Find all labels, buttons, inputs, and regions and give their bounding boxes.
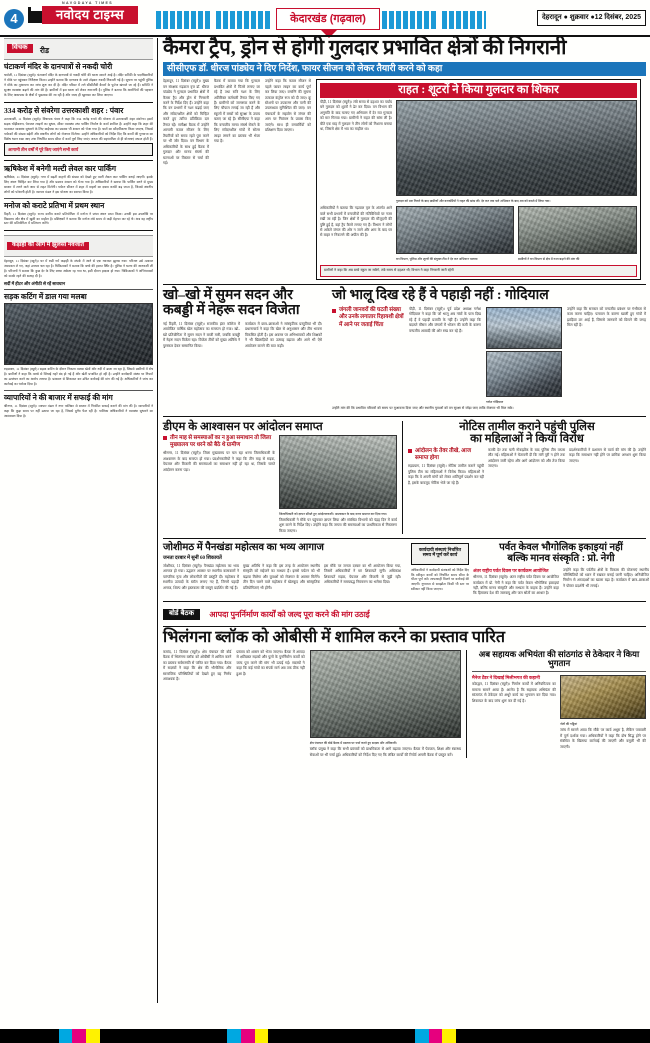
notice-story[interactable] xyxy=(408,421,646,535)
sidebar-article-headline: मनोज को कराटे प्रतिभा में प्रथम स्थान xyxy=(4,200,105,210)
sidebar-article-body: चमोली, 11 दिसंबर (ब्यूरो)। घंटाकर्ण मंदिर के दानपात्रों से नकदी चोरी की घटना सामने आई है। मंदिर समिति के पदाधिकारियों ने मौके पर पहुंचकर निरीक्षण किया। उन्होंने बताया कि दानपात्र के ताले तोड़कर नकदी निकाली गई है। सूचना पर पहुंची पुलिस ने मौके का मुआयना कर जांच शुरू कर दी है। मंदिर परिसर में लगे सीसीटीवी कैमरों के फुटेज खंगाले जा रहे हैं। समिति ने सुरक्षा व्यवस्था बढ़ाने की मांग की है। ग्रामीणों में इस घटना को लेकर नाराजगी है। पुलिस ने बताया कि आरोपियों की पहचान के लिए आसपास के क्षेत्रों में पूछताछ की जा रही है और जल्द ही खुलासा कर लिया जाएगा। xyxy=(4,73,153,97)
relief-sub-photo xyxy=(396,206,514,254)
cmyk-swatch xyxy=(456,1029,650,1043)
cmyk-swatch xyxy=(59,1029,73,1043)
relief-photo xyxy=(396,100,637,196)
sidebar-article-body: उत्तरकाशी, 11 दिसंबर (ब्यूरो)। विधायक पंवार ने कहा कि 334 करोड़ रुपये की योजना से उत्तरकाशी शहर संवरेगा। इसमें सड़क चौड़ीकरण, पेयजल लाइनों का सुधार, सीवर व्यवस्था तथा पार्किंग निर्माण के कार्य शामिल हैं। उन्होंने कहा कि शहर की यातायात व्यवस्था सुधारने के लिए बाईपास का प्रस्ताव भी शासन को भेजा गया है। घाटों का सौंदर्यीकरण किया जाएगा, जिससे पर्यटकों की संख्या बढ़ेगी और स्थानीय लोगों को रोजगार मिलेगा। उन्होंने अधिकारियों को निर्देश दिए कि कार्यों की गुणवत्ता का विशेष ध्यान रखा जाए तथा निर्धारित समय सीमा में कार्य पूर्ण किए जाएं। जनता की सहभागिता से ही योजनाएं सफल होती हैं। xyxy=(4,116,153,141)
godiyal-body-tail: उन्होंने मांग की कि प्रभावित परिवारों को समय पर मुआवजा दिया जाए और स्थानीय युवाओं को वन सुरक्षा से जोड़ा जाए ताकि रोजगार भी मिल सके। xyxy=(332,406,514,411)
relief-story-box[interactable] xyxy=(316,79,641,280)
dm-story[interactable] xyxy=(163,421,397,535)
relief-box-lead: पौड़ी, 11 दिसंबर (ब्यूरो)। लंबे समय से दहशत का पर्याय बने गुलदार को शूटरों ने ढेर कर दिया। वन विभाग की अनुमति के बाद चलाए गए अभियान में देर रात गुलदार को मार गिराया गया। ग्रामीणों ने राहत की सांस ली है। बीते एक माह में गुलदार ने तीन लोगों को निशाना बनाया था, जिससे क्षेत्र में भय का माहौल था। xyxy=(320,99,392,132)
dm-headline: डीएम के आश्वासन पर आंदोलन समाप्त xyxy=(163,420,323,433)
khokho-body-column: कार्यक्रम में छात्र–छात्राओं ने सांस्कृतिक प्रस्तुतियां भी दीं। प्रधानाचार्य ने कहा कि खेल से अनुशासन और टीम भावना विकसित होती है। इस अवसर पर अभिभावकों और शिक्षकों ने भी खिलाड़ियों का उत्साह बढ़ाया और आगे भी ऐसे आयोजन कराने की बात कही। xyxy=(245,321,322,348)
cmyk-swatch xyxy=(227,1029,241,1043)
notice-headline-line2: का महिलाओं ने किया विरोध xyxy=(470,432,584,445)
parvat-headline-line1: पर्वत केवल भौगोलिक इकाइयां नहीं xyxy=(499,542,623,554)
page-number-badge: 4 xyxy=(4,9,24,29)
cmyk-swatch xyxy=(442,1029,456,1043)
godiyal-body-column: पौड़ी, 11 दिसंबर (ब्यूरो)। पूर्व प्रदेश अध्यक्ष गणेश गोदियाल ने कहा कि जो भालू अब गांवों के पास दिख रहे हैं वे पहाड़ी प्रजाति के नहीं हैं। उन्होंने कहा कि बदलते मौसम और जंगलों में भोजन की कमी के कारण वन्यजीव आबादी की ओर रुख कर रहे हैं। xyxy=(409,307,481,333)
joshimath-note-title: कार्यदायी संस्थाएं निर्धारित समय में पूर्ण करें कार्य xyxy=(418,546,462,558)
joshimath-parvat-row xyxy=(163,542,649,597)
cmyk-swatch xyxy=(72,1029,86,1043)
bhilangana-photo xyxy=(310,650,461,738)
sidebar-photo xyxy=(4,303,153,365)
board-meeting-chip-row xyxy=(163,606,646,627)
sidebar-section-header xyxy=(4,38,153,60)
cmyk-swatch xyxy=(241,1029,255,1043)
godiyal-photo-landscape xyxy=(486,307,562,349)
logo-kicker: NAVODAYA TIMES xyxy=(62,1,114,5)
khokho-headline: खो–खो में सुमन सदन और कबड्डी में नेहरू सदन विजेता xyxy=(163,288,300,319)
decorative-bars-right xyxy=(382,11,486,29)
dm-photo-caption: जिलाधिकारी को ज्ञापन सौंपते हुए आंदोलनकारी। आश्वासन के बाद धरना समाप्त कर दिया गया। xyxy=(279,511,388,516)
sidebar-article-body: रुद्रप्रयाग, 11 दिसंबर (ब्यूरो)। सड़क कटिंग के दौरान निकला मलबा खेतों और नदी में डाला जा रहा है, जिससे ग्रामीणों में रोष है। ग्रामीणों ने कहा कि मलबे से सिंचाई नहरें बंद हो गई हैं और खेती प्रभावित हो रही है। उन्होंने कार्यदायी संस्था पर नियमों का उल्लंघन करने का आरोप लगाया है। प्रशासन से शिकायत कर उचित कार्रवाई की मांग की गई है। अधिकारियों ने जांच कर कार्रवाई का भरोसा दिया है। xyxy=(4,367,153,387)
parvat-body-column: उन्होंने कहा कि पर्वतीय क्षेत्रों के विकास की योजनाएं स्थानीय परिस्थितियों को ध्यान में रखकर बनाई जानी चाहिए। अनियोजित निर्माण से आपदाओं का खतरा बढ़ा है। कार्यक्रम में छात्र–छात्राओं ने पोस्टर प्रदर्शनी भी लगाई। xyxy=(563,567,649,588)
tender-subheadline: मैनेज टेंडर ने दिखाई मिलीभगत की कहानी xyxy=(471,674,540,680)
relief-sub-photo xyxy=(518,206,637,254)
cmyk-swatch xyxy=(415,1029,429,1043)
main-column xyxy=(158,38,650,1003)
sidebar-article-headline: सड़क कटिंग में डाल गया मलबा xyxy=(4,292,87,302)
godiyal-headline: जो भालू दिख रहे हैं वे पहाड़ी नहीं : गोदियाल xyxy=(332,288,549,304)
mid-row xyxy=(163,289,646,411)
sidebar-article-headline: ऋषिकेश में बनेगी मल्टी लेवल कार पार्किंग xyxy=(4,163,116,173)
sidebar-section-suffix: रीड xyxy=(39,46,50,55)
sidebar-article[interactable] xyxy=(4,293,153,387)
sidebar-article[interactable] xyxy=(4,235,153,286)
lead-headline: कैमरा ट्रैप, ड्रोन से होगी गुलदार प्रभावित क्षेत्रों की निगरानी xyxy=(163,37,567,59)
bhilangana-headline: भिलंगना ब्लॉक को ओबीसी में शामिल करने का प्रस्ताव पारित xyxy=(163,628,505,646)
relief-sub-caption: ग्रामीणों ने वन विभाग से क्षेत्र में गश्त बढ़ाने की मांग की xyxy=(518,257,580,262)
edition-tab-label: केदारखंड (गढ़वाल) xyxy=(290,13,366,25)
lead-body-column: बैठक में बताया गया कि गुलदार प्रभावित क्षेत्रों में पिंजरे लगाए जा रहे हैं तथा रात्रि गश्त के लिए अतिरिक्त कर्मचारी तैनात किए गए हैं। ग्रामीणों को जागरूक करने के लिए चौपाल लगाई जा रही हैं और स्कूलों में बच्चों को सुरक्षा के उपाय बताए जा रहे हैं। सीसीएफ ने कहा कि वन्यजीव मानव संघर्ष रोकने के लिए संवेदनशील गांवों में सोलर लाइट लगाने का प्रस्ताव भी भेजा गया है। xyxy=(214,79,260,144)
lead-story[interactable] xyxy=(163,38,646,280)
joshimath-note-box xyxy=(411,543,469,564)
sidebar-article-body: श्रीनगर, 11 दिसंबर (ब्यूरो)। व्यापार मंडल ने नगर पालिका से बाजार में नियमित सफाई कराने की मांग की है। व्यापारियों ने कहा कि कूड़ा समय पर नहीं उठाया जा रहा है, जिससे दुर्गंध फैल रही है। पालिका अधिकारियों ने व्यवस्था सुधारने का आश्वासन दिया है। xyxy=(4,404,153,419)
cmyk-swatch xyxy=(0,1029,59,1043)
godiyal-photo-caption: गणेश गोदियाल xyxy=(486,400,504,405)
parvat-body-column: श्रीनगर, 11 दिसंबर (ब्यूरो)। अंतर राष्ट्रीय पर्वत दिवस पर आयोजित कार्यक्रम में प्रो. नेगी ने कहा कि पर्वत केवल भौगोलिक इकाइयां नहीं, बल्कि मानव संस्कृति और सभ्यता के वाहक हैं। उन्होंने कहा कि हिमालय देश की जलवायु और जल स्रोतों का आधार है। xyxy=(473,575,559,596)
godiyal-bullet: जंगली जानवरों की घटती संख्या और उनके लगातार रिहायशी क्षेत्रों में आने पर जताई चिंता xyxy=(332,307,404,329)
sidebar-article-note: आगामी तीन वर्षों में पूरे किए जाएंगे सभी कार्य xyxy=(8,146,79,152)
tender-photo xyxy=(560,675,646,719)
lead-body-column: उन्होंने कहा कि फायर सीजन से पहले फायर लाइन का कार्य पूर्ण कर लिया जाए। वनाग्नि की सूचना तत्काल कंट्रोल रूम को दी जाए। क्रू स्टेशनों पर उपकरण और पानी की उपलब्धता सुनिश्चित की जाए। वन पंचायतों के सहयोग से जंगल की आग पर नियंत्रण के प्रयास किए जाएंगे। साथ ही वनकर्मियों को प्रशिक्षण दिया जाएगा। xyxy=(265,79,311,133)
parvat-story[interactable] xyxy=(411,543,649,597)
relief-sub-caption: वन विभाग, पुलिस और शूटरों की संयुक्त टीम ने देर रात अभियान चलाया xyxy=(396,257,478,262)
cmyk-swatch xyxy=(86,1029,100,1043)
sidebar-section-chip: विचक xyxy=(7,44,33,53)
sidebar-article-body: ऋषिकेश, 11 दिसंबर (ब्यूरो)। नगर में बढ़ती वाहनों की संख्या को देखते हुए मल्टी लेवल कार पार्किंग बनाई जाएगी। इसके लिए स्थान चिन्हित कर लिया गया है और प्रस्ताव शासन को भेजा गया है। अधिकारियों ने बताया कि पार्किंग बनने से मुख्य बाजार में लगने वाले जाम से राहत मिलेगी। पर्यटन सीजन में शहर में वाहनों का दबाव काफी बढ़ जाता है, जिससे स्थानीय लोगों को परेशानी होती है। व्यापार मंडल ने इस योजना का स्वागत किया है। xyxy=(4,174,153,194)
sidebar-article-body: देहरादून, 11 दिसंबर (ब्यूरो)। घर में रखी गर्म कड़ाही के संपर्क में आने से एक नवजात झुलस गया। परिजन उसे तत्काल अस्पताल ले गए, जहां उपचार चल रहा है। चिकित्सकों ने बताया कि बच्चे की हालत स्थिर है। पुलिस ने घटना की जानकारी ली है। परिजनों ने बताया कि कुछ देर के लिए बच्चा अकेला रह गया था, इसी दौरान हादसा हो गया। चिकित्सकों ने अभिभावकों को सतर्क रहने की सलाह दी है। xyxy=(4,259,153,279)
sidebar-article[interactable] xyxy=(4,165,153,195)
sidebar-article-note-box xyxy=(4,143,153,155)
tender-headline: अब सहायक अभियंता की सांठगांठ से ठेकेदार ने किया भुगतान xyxy=(478,648,640,668)
dm-notice-row xyxy=(163,421,646,535)
notice-body-column: रुद्रप्रयाग, 11 दिसंबर (ब्यूरो)। नोटिस तामील कराने पहुंची पुलिस टीम का महिलाओं ने विरोध किया। महिलाओं ने कहा कि वे अपनी मांगों को लेकर शांतिपूर्ण प्रदर्शन कर रही हैं, इसके बावजूद नोटिस भेजे जा रहे हैं। xyxy=(408,464,484,485)
tender-photo-caption: नोटों की गड्डियां xyxy=(559,721,578,726)
godiyal-body-column: उन्होंने कहा कि सरकार को वन्यजीव प्रबंधन पर गंभीरता से काम करना चाहिए। पलायन के कारण खाली हुए गांवों में झाड़ियां उग आई हैं, जिससे जानवरों को छिपने की जगह मिल रही है। xyxy=(567,307,646,328)
sidebar-article-note: सर्दी में हीटर और अंगीठी से रहें सावधान xyxy=(4,281,66,287)
sidebar-subsection-header xyxy=(4,235,153,257)
sidebar-article[interactable] xyxy=(4,107,153,156)
sidebar-article-headline: घंटाकर्ण मंदिर के दानपात्रों से नकदी चोरी xyxy=(4,62,113,71)
bhilangana-photo-caption: क्षेत्र पंचायत की बोर्ड बैठक में प्रस्ताव पर चर्चा करते हुए सदस्य और अधिकारी। xyxy=(309,740,398,745)
relief-box-title: राहत : शूटरों ने किया गुलदार का शिकार xyxy=(320,83,637,98)
board-meeting-chip: बोर्ड बैठक xyxy=(163,609,200,620)
dm-body-column: श्रीनगर, 11 दिसंबर (ब्यूरो)। जिला मुख्यालय पर चल रहा धरना जिलाधिकारी के आश्वासन के बाद समाप्त हो गया। प्रदर्शनकारियों ने कहा कि तीन माह से सड़क, पेयजल और बिजली की समस्याओं का समाधान नहीं हो रहा था, जिसके चलते आंदोलन करना पड़ा। xyxy=(163,451,275,472)
parvat-subheadline: अंतर राष्ट्रीय पर्वत दिवस पर कार्यक्रम आयोजित xyxy=(473,567,549,573)
relief-strip xyxy=(320,265,637,277)
bhilangana-body-column: प्रस्ताव को शासन को भेजा जाएगा। बैठक में आपदा से क्षतिग्रस्त सड़कों और पुलों के पुनर्निर्माण कार्यों को जल्द पूरा करने की मांग भी उठाई गई। सदस्यों ने कहा कि कई गांवों का संपर्क मार्ग अब तक ठीक नहीं हुआ है। xyxy=(236,649,305,676)
joshimath-body-column: मुख्य अतिथि ने कहा कि इस तरह के आयोजन स्थानीय संस्कृति को सहेजने का माध्यम हैं। इससे पर्यटन को भी बढ़ावा मिलेगा और युवाओं को रोजगार के अवसर मिलेंगे। तीन दिन चलने वाले महोत्सव में खेलकूद और सांस्कृतिक प्रतियोगिताएं भी होंगी। xyxy=(243,563,320,590)
khokho-story[interactable] xyxy=(163,289,322,411)
bhilangana-story[interactable] xyxy=(163,630,646,758)
logo-name: नवोदय टाइम्स xyxy=(42,6,138,24)
tender-body-column: कोटद्वार, 11 दिसंबर (ब्यूरो)। निर्माण कार्यों में अनियमितता का मामला सामने आया है। आरोप है कि सहायक अभियंता की सांठगांठ से ठेकेदार को अधूरे कार्य का भुगतान कर दिया गया। शिकायत के बाद जांच शुरू कर दी गई है। xyxy=(471,682,556,703)
decorative-bars-left xyxy=(156,11,274,29)
relief-strip-text: ग्रामीणों ने कहा कि अब बच्चे स्कूल जा सकेंगे, लंबे समय से दहशत थी; विभाग ने कहा निगरानी जारी रहेगी xyxy=(324,268,454,273)
sidebar-article-headline: 334 करोड़ से संवरेगा उत्तरकाशी शहर : पंवार xyxy=(4,105,124,115)
khokho-body-column: नई टिहरी, 11 दिसंबर (ब्यूरो)। राजकीय इंटर कॉलेज में आयोजित वार्षिक खेल महोत्सव का समापन हो गया। खो–खो प्रतियोगिता में सुमन सदन ने बाजी मारी, जबकि कबड्डी में नेहरू सदन विजेता रहा। विजेता टीमों को मुख्य अतिथि ने पुरस्कार देकर सम्मानित किया। xyxy=(163,321,240,348)
cmyk-registration-strip xyxy=(0,1029,650,1043)
joshimath-body-column: इस मौके पर जनता दरबार का भी आयोजन किया गया, जिसमें अधिकारियों ने 60 शिकायतें सुनीं। अधिकांश शिकायतें सड़क, पेयजल और बिजली से जुड़ी रहीं। अधिकारियों ने समयबद्ध निस्तारण का भरोसा दिया। xyxy=(324,563,401,585)
dm-bullet: तीन माह से समस्याओं का न हुआ समाधान तो जिला मुख्यालय पर धरने को बैठे थे ग्रामीण xyxy=(163,435,275,450)
cmyk-swatch xyxy=(255,1029,269,1043)
joshimath-subheadline: जनता दरबार में सुनीं 60 शिकायतें xyxy=(163,555,222,561)
sidebar-column xyxy=(0,38,158,1003)
cmyk-swatch xyxy=(429,1029,443,1043)
godiyal-photo-portrait xyxy=(486,351,562,397)
board-meeting-note: आपदा पुनर्निर्माण कार्यों को जल्द पूरा करने की मांग उठाई xyxy=(209,610,370,620)
parvat-headline-line2: बल्कि मानव संस्कृति : प्रो. नेगी xyxy=(507,552,615,564)
cmyk-swatch xyxy=(268,1029,415,1043)
tender-body-column: जांच में सामने आया कि मौके पर कार्य अधूरा है, लेकिन पत्रावली में पूर्ण दर्शाया गया। अधिकारियों ने कहा कि दोष सिद्ध होने पर संबंधित के खिलाफ कार्रवाई की जाएगी और वसूली भी की जाएगी। xyxy=(559,728,646,749)
cmyk-swatch xyxy=(100,1029,227,1043)
dateline: देहरादून ● शुक्रवार ●12 दिसंबर, 2025 xyxy=(537,10,646,26)
edition-tab[interactable] xyxy=(276,8,380,30)
dm-body-column: जिलाधिकारी ने मौके पर पहुंचकर ज्ञापन लिया और संबंधित विभागों को पंद्रह दिन में कार्य शुरू करने के निर्देश दिए। उन्होंने कहा कि जनता की समस्याओं का प्राथमिकता से निस्तारण किया जाएगा। xyxy=(279,518,397,533)
joshimath-story[interactable] xyxy=(163,543,401,597)
notice-bullet: आंदोलन के तेवर तीखे, आज समाप्त होगा xyxy=(408,448,484,463)
bhilangana-body-column: कमांद, 11 दिसंबर (ब्यूरो)। क्षेत्र पंचायत की बोर्ड बैठक में भिलंगना ब्लॉक को ओबीसी में शामिल करने का प्रस्ताव सर्वसम्मति से पारित कर दिया गया। बैठक में सदस्यों ने कहा कि क्षेत्र की भौगोलिक और सामाजिक परिस्थितियों को देखते हुए यह निर्णय आवश्यक है। xyxy=(163,649,232,682)
joshimath-note-body: अधिकारियों ने कार्यदायी संस्थाओं को निर्देश दिए कि स्वीकृत कार्यों को निर्धारित समय सीमा के भीतर पूर्ण करें। लापरवाही मिलने पर कार्रवाई की जाएगी। गुणवत्ता से समझौता किसी भी स्तर पर स्वीकार नहीं किया जाएगा। xyxy=(411,567,469,592)
joshimath-body-column: जोशीमठ, 11 दिसंबर (ब्यूरो)। पैनखंडा महोत्सव का भव्य आगाज हो गया। उद्घाटन अवसर पर स्थानीय कलाकारों ने पारंपरिक नृत्य और लोकगीतों की प्रस्तुति दी। महोत्सव में स्थानीय उत्पादों के स्टॉल लगाए गए हैं, जिनमें पहाड़ी अनाज, शिल्प और हस्तकला की वस्तुएं प्रदर्शित की गई हैं। xyxy=(163,563,239,590)
publication-logo[interactable] xyxy=(28,2,150,32)
sidebar-article-body: टिहरी, 11 दिसंबर (ब्यूरो)। राज्य स्तरीय कराटे प्रतियोगिता में मनोज ने प्रथम स्थान प्राप्त किया। उनकी इस उपलब्धि पर विद्यालय और क्षेत्र में खुशी का माहौल है। प्रशिक्षकों ने बताया कि मनोज लंबे समय से कड़ी मेहनत कर रहे थे। अब वह राष्ट्रीय स्तर की प्रतियोगिता में प्रतिभाग करेंगे। xyxy=(4,211,153,226)
tender-story[interactable] xyxy=(472,650,646,758)
lead-subheadline: सीसीएफ डॉ. धीरज पांड्येय ने दिए निर्देश, फायर सीजन को लेकर तैयारी करने को कहा xyxy=(163,62,646,77)
relief-box-extra: अधिकारियों ने बताया कि गढ़वाल वृत्त के अंतर्गत आने वाले सभी प्रभागों में वन्यजीवों की गतिविधियों पर नजर रखी जा रही है। जिन क्षेत्रों में गुलदार की मौजूदगी की पुष्टि हुई है, वहां ट्रैप कैमरे लगाए गए हैं। विभाग ने लोगों से अकेले जंगल की ओर न जाने और शाम के बाद घर से बाहर न निकलने की अपील की है। xyxy=(320,206,392,238)
sidebar-article[interactable] xyxy=(4,394,153,419)
sidebar-article[interactable] xyxy=(4,63,153,98)
lead-body-column: देहरादून, 11 दिसंबर (ब्यूरो)। मुख्य वन संरक्षक गढ़वाल वृत्त डॉ. धीरज पांड्येय ने गुलदार प्रभावित क्षेत्रों में कैमरा ट्रैप और ड्रोन से निगरानी करने के निर्देश दिए हैं। उन्होंने कहा कि वन प्रभागों में गश्त बढ़ाई जाए और संवेदनशील क्षेत्रों को चिन्हित करते हुए त्वरित प्रतिक्रिया दल तैनात रहें। समीक्षा बैठक में उन्होंने आगामी फायर सीजन के लिए तैयारियों को समय रहते पूरा करने पर भी जोर दिया। वन विभाग के अधिकारियों के साथ हुई बैठक में गुलदार और मानव संघर्ष की घटनाओं पर विस्तार से चर्चा की गई। xyxy=(163,79,209,166)
relief-photo-caption: गुलदार को मार गिराने के बाद ग्रामीणों और वनकर्मियों ने राहत की सांस ली। देर रात तक चले अभियान के बाद शव को कब्जे में लिया गया। xyxy=(396,198,551,203)
masthead xyxy=(0,0,650,36)
sidebar-article[interactable] xyxy=(4,202,153,227)
bhilangana-body-column: ब्लॉक प्रमुख ने कहा कि सभी प्रस्तावों को प्राथमिकता से आगे बढ़ाया जाएगा। बैठक में पेयजल, शिक्षा और स्वास्थ्य सेवाओं पर भी चर्चा हुई। अधिकारियों को निर्देश दिए गए कि लंबित कार्यों की रिपोर्ट अगली बैठक में प्रस्तुत करें। xyxy=(309,747,462,757)
godiyal-story[interactable] xyxy=(332,289,646,411)
sidebar-subsection-chip: कड़ाही की आग में झुलसा नवजात xyxy=(7,242,89,250)
notice-headline-line1: नोटिस तामील कराने पहुंची पुलिस xyxy=(459,420,595,433)
sidebar-article-headline: व्यापारियों ने की बाजार में सफाई की मांग xyxy=(4,393,113,403)
notice-body-column: काफी देर तक चली नोकझोंक के बाद पुलिस टीम वापस लौट गई। महिलाओं ने चेतावनी दी कि मांगें पूरी न होने तक आंदोलन जारी रहेगा और आगे आंदोलन को और तेज किया जाएगा। xyxy=(488,447,565,469)
dm-photo xyxy=(279,435,397,509)
notice-body-column: प्रदर्शनकारियों ने प्रशासन से वार्ता की मांग की है। उन्होंने कहा कि समाधान नहीं होने पर क्रमिक अनशन शुरू किया जाएगा। xyxy=(569,447,646,463)
joshimath-headline: जोशीमठ में पैनखंडा महोत्सव का भव्य आगाज xyxy=(163,542,324,554)
